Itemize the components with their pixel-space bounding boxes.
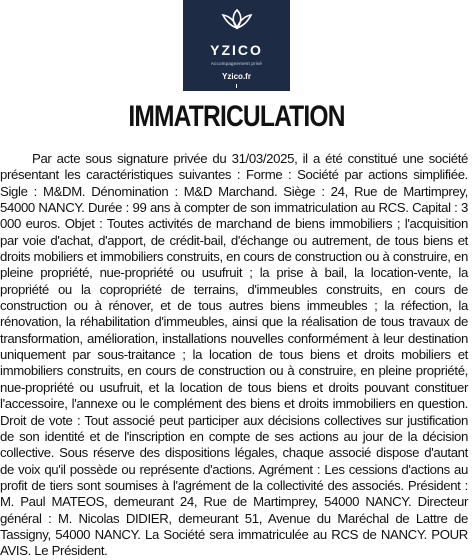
logo-url: Yzico.fr bbox=[222, 72, 251, 81]
logo-divider bbox=[236, 84, 237, 88]
notice-body: Par acte sous signature privée du 31/03/2025, il a été constitué une société présentant les caractéristiques suivantes : Forme : Société par actions simplifiée. Sigle : M&DM. Dénomination : M&D Marchand. Siège : 24, Rue de Martimprey, 54000 NANCY. Durée : 99 ans à compter de son immatriculation au RCS. Capital : 3 000 euros. Objet : Toutes activités de marchand de biens immobiliers ; l'acquisition par voie d'achat, d'apport, de crédit-bail, d'échange ou autrement, de tous biens et droits mobiliers et immobiliers construits, en cours de construction ou à construire, en pleine propriété, nue-propriété ou usufruit ; la prise à bail, la location-vente, la propriété ou la copropriété de terrains, d'immeubles construits, en cours de construction ou à rénover, et de tous autres biens immeubles ; la réfection, la rénovation, la réhabilitation d'immeubles, ainsi que la réalisation de tous travaux de transformation, amélioration, installations nouvelles conformément à leur destination uniquement par sous-traitance ; la location de tous biens et droits mobiliers et immobiliers construits, en cours de construction ou à construire, en pleine propriété, nue-propriété ou usufruit, et la location de tous biens et droits pouvant constituer l'accessoire, l'annexe ou le complément des biens et droits immobiliers en question. Droit de vote : Tout associé peut participer aux décisions collectives sur justification de son identité et de l'inscription en compte de ses actions au jour de la décision collective. Sous réserve des dispositions légales, chaque associé dispose d'autant de voix qu'il possède ou représente d'actions. Agrément : Les cessions d'actions au profit de tiers sont soumises à l'agrément de la collectivité des associés. Président : M. Paul MATEOS, demeurant 24, Rue de Martimprey, 54000 NANCY. Directeur général : M. Nicolas DIDIER, demeurant 51, Avenue du Maréchal de Lattre de Tassigny, 54000 NANCY. La Société sera immatriculée au RCS de NANCY. POUR AVIS. Le Président. bbox=[0, 151, 468, 559]
logo-name: YZICO bbox=[210, 42, 263, 58]
lotus-icon bbox=[219, 6, 255, 36]
notice-title: IMMATRICULATION bbox=[128, 100, 345, 133]
logo-tagline: Accompagnement privé bbox=[210, 61, 263, 66]
company-logo bbox=[183, 0, 290, 91]
